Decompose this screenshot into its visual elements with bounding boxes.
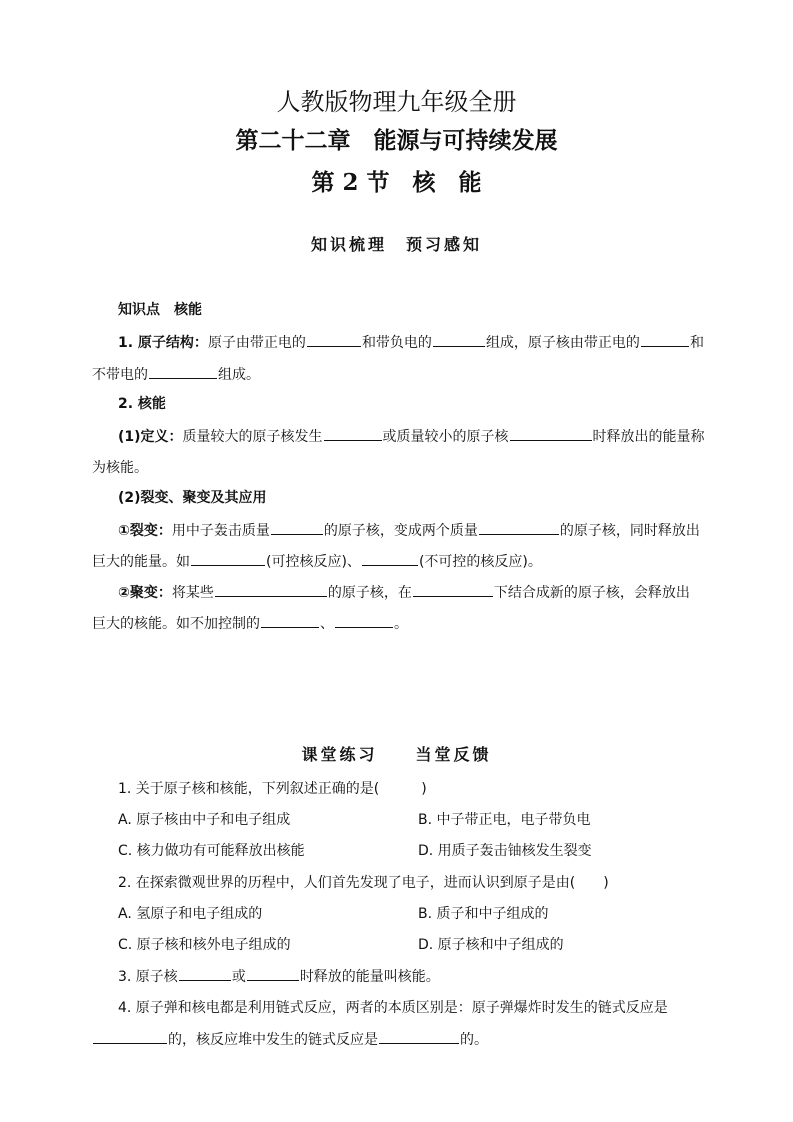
blank[interactable] <box>379 1029 459 1044</box>
fusion-line2: 巨大的核能。如不加控制的 、 。 <box>92 613 408 634</box>
blank[interactable] <box>149 364 217 379</box>
blank[interactable] <box>335 613 393 628</box>
q2-label: 2. 核能 <box>118 396 166 412</box>
q1-line2: 不带电的 组成。 <box>92 364 260 385</box>
practice-q3: 3. 原子核 或 时释放的能量叫核能。 <box>118 966 440 987</box>
blank[interactable] <box>247 966 299 981</box>
knowledge-heading: 知识梳理 预习感知 <box>310 235 482 254</box>
fission-line1: ①裂变：用中子轰击质量 的原子核，变成两个质量 的原子核，同时释放出 <box>118 520 700 541</box>
practice-q4-line1: 4. 原子弹和核电都是利用链式反应，两者的本质区别是：原子弹爆炸时发生的链式反应是 <box>118 1000 668 1016</box>
blank[interactable] <box>479 520 559 535</box>
book-title: 人教版物理九年级全册 <box>276 88 517 116</box>
practice-heading: 课堂练习 当堂反馈 <box>301 745 492 764</box>
practice-q4-line2: 的，核反应堆中发生的链式反应是 的。 <box>92 1029 488 1050</box>
q1-option-d[interactable]: D. 用质子轰击铀核发生裂变 <box>418 843 592 859</box>
fusion-line1: ②聚变：将某些 的原子核，在 下结合成新的原子核，会释放出 <box>118 582 690 603</box>
blank[interactable] <box>413 582 493 597</box>
q2-option-c[interactable]: C. 原子核和核外电子组成的 <box>118 937 291 953</box>
definition-line1: (1)定义：质量较大的原子核发生 或质量较小的原子核 时释放出的能量称 <box>118 426 705 447</box>
blank[interactable] <box>271 520 323 535</box>
q2-option-b[interactable]: B. 质子和中子组成的 <box>418 906 549 922</box>
chapter-title: 第二十二章 能源与可持续发展 <box>235 127 558 154</box>
q2-option-d[interactable]: D. 原子核和中子组成的 <box>418 937 564 953</box>
blank[interactable] <box>433 332 485 347</box>
blank[interactable] <box>362 551 418 566</box>
knowledge-point-title: 知识点 核能 <box>118 302 202 318</box>
blank[interactable] <box>307 332 361 347</box>
blank[interactable] <box>510 426 592 441</box>
fission-fusion-title: (2)裂变、聚变及其应用 <box>118 490 267 506</box>
practice-q2-stem: 2. 在探索微观世界的历程中，人们首先发现了电子，进而认识到原子是由( ) <box>118 875 609 891</box>
blank[interactable] <box>179 966 231 981</box>
blank[interactable] <box>641 332 689 347</box>
blank[interactable] <box>93 1029 167 1044</box>
practice-q1-stem: 1. 关于原子核和核能，下列叙述正确的是( ) <box>118 781 427 797</box>
q2-option-a[interactable]: A. 氢原子和电子组成的 <box>118 906 263 922</box>
q1-option-b[interactable]: B. 中子带正电，电子带负电 <box>418 812 591 828</box>
blank[interactable] <box>261 613 319 628</box>
q1-option-c[interactable]: C. 核力做功有可能释放出核能 <box>118 843 305 859</box>
q1-label: 1. 原子结构： <box>118 335 208 351</box>
blank[interactable] <box>215 582 327 597</box>
blank[interactable] <box>324 426 382 441</box>
definition-line2: 为核能。 <box>92 460 148 476</box>
section-title: 第 2 节 核 能 <box>311 169 482 196</box>
q1-line1: 1. 原子结构：原子由带正电的 和带负电的 组成，原子核由带正电的 和 <box>118 332 704 353</box>
blank[interactable] <box>191 551 265 566</box>
fission-line2: 巨大的能量。如 (可控核反应)、 (不可控的核反应)。 <box>92 551 542 572</box>
q1-option-a[interactable]: A. 原子核由中子和电子组成 <box>118 812 291 828</box>
